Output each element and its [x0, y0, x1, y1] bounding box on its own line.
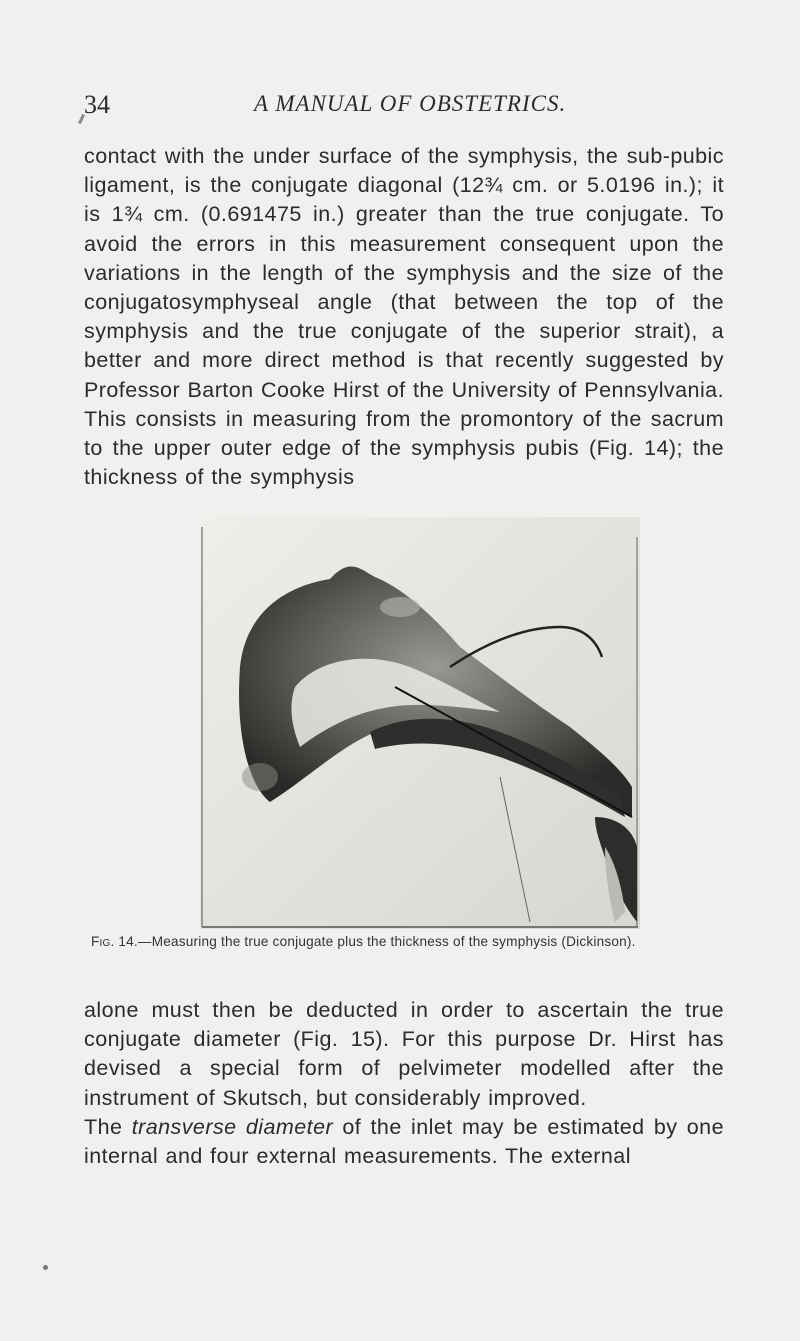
paragraph-bottom-text: alone must then be deducted in order to ascertain the true conjugate diameter (Fig. 15). For this purpose Dr. Hirst has devised a special form of pelvimeter modelled after the instrument of Skutsch, but considerably improved.	[84, 998, 724, 1110]
paragraph-bottom-rest: of the inlet may be estimated by one internal and four external measurements. The external	[84, 1114, 724, 1169]
emphasis-transverse-diameter: transverse diameter	[131, 1114, 334, 1139]
paragraph-indent-lead: The	[84, 1114, 132, 1139]
page-header	[84, 90, 720, 122]
figure-pelvis-illustration	[200, 517, 640, 929]
pelvis-illustration	[200, 517, 640, 929]
figure-caption	[91, 934, 731, 949]
figure-caption-text: —Measuring the true conjugate plus the thickness of the symphysis (Dickinson).	[137, 934, 636, 949]
figure-label: Fig. 14.	[91, 934, 138, 949]
paragraph-top: contact with the under surface of the symphysis, the sub-pubic ligament, is the conjugate diagonal (12¾ cm. or 5.0196 in.); it is 1¾ cm. (0.691475 in.) greater than the true conjugate. To avoid the errors in this measurement consequent upon the variations in the length of the symphysis and the size of the conjugatosymphyseal angle (that between the top of the symphysis and the true conjugate of the superior strait), a better and more direct method is that recently suggested by Professor Barton Cooke Hirst of the University of Pennsylvania. This consists in measuring from the promontory of the sacrum to the upper outer edge of the symphysis pubis (Fig. 14); the thickness of the symphysis	[84, 144, 724, 490]
margin-dot	[43, 1265, 48, 1270]
running-title: A MANUAL OF OBSTETRICS.	[254, 91, 567, 116]
page-number: 34	[84, 90, 110, 119]
paragraph-bottom	[84, 996, 724, 1171]
